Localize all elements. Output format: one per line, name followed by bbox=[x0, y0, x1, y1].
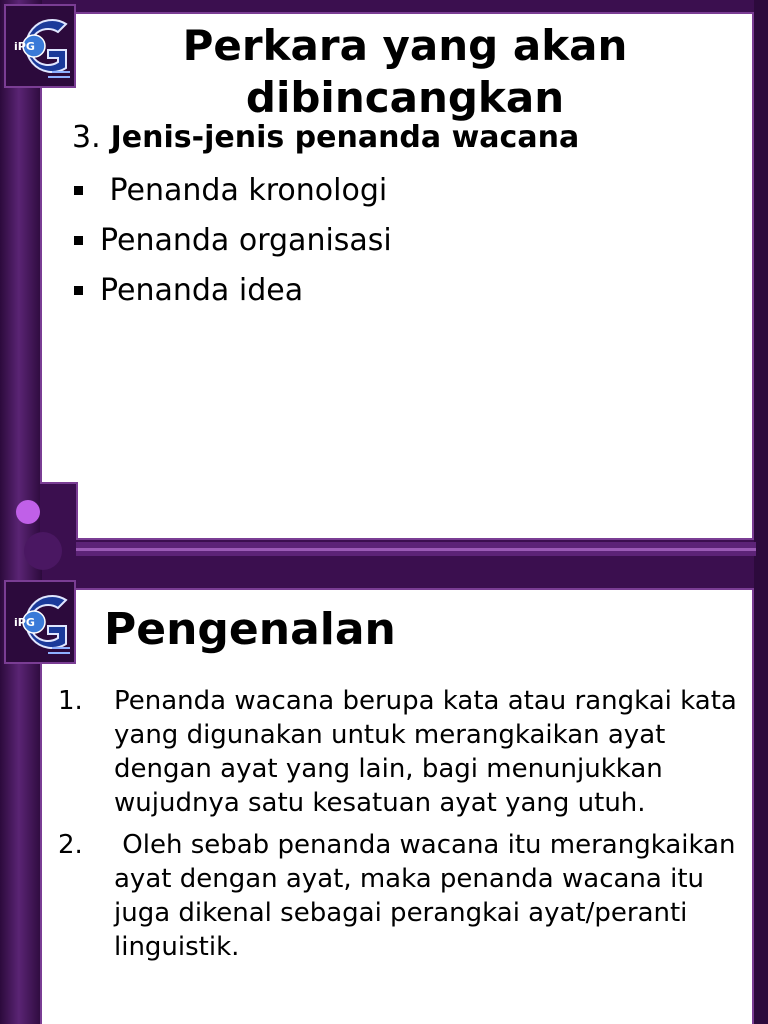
item-number: 1. bbox=[58, 686, 83, 716]
list-item bbox=[58, 684, 738, 820]
decorative-dot-large bbox=[24, 532, 62, 570]
bottom-bar-line bbox=[76, 548, 756, 551]
item-text: Oleh sebab penanda wacana itu merangkaikan ayat dengan ayat, maka penanda wacana itu juga dikenal sebagai perangkai ayat/peranti linguistik. bbox=[114, 830, 744, 962]
numbered-list bbox=[58, 684, 744, 972]
svg-text:iPG: iPG bbox=[14, 616, 35, 629]
list-item bbox=[58, 828, 744, 964]
square-bullet-icon bbox=[74, 236, 83, 245]
item-number: 2. bbox=[58, 830, 83, 860]
item-text: Penanda wacana berupa kata atau rangkai kata yang digunakan untuk merangkaikan ayat dengan ayat yang lain, bagi menunjukkan wujudnya satu kesatuan ayat yang utuh. bbox=[114, 686, 737, 818]
decorative-dot bbox=[16, 500, 40, 524]
section-number: 3. bbox=[72, 120, 101, 155]
bullet-item bbox=[72, 266, 392, 316]
slide-title: Pengenalan bbox=[104, 604, 396, 655]
logo-frame bbox=[4, 580, 76, 664]
logo-frame bbox=[4, 4, 76, 88]
bullet-item bbox=[72, 216, 392, 266]
bullet-text: Penanda idea bbox=[100, 273, 304, 308]
svg-text:iPG: iPG bbox=[14, 40, 35, 53]
slide-title: Perkara yang akan dibincangkan bbox=[182, 21, 628, 122]
square-bullet-icon bbox=[74, 186, 83, 195]
bullet-text: Penanda kronologi bbox=[100, 173, 388, 208]
bullet-list bbox=[72, 166, 392, 316]
bullet-text: Penanda organisasi bbox=[100, 223, 392, 258]
section-heading bbox=[72, 120, 579, 155]
section-heading-text: Jenis-jenis penanda wacana bbox=[110, 120, 580, 155]
ipg-logo-icon bbox=[8, 10, 72, 84]
right-stripe bbox=[754, 0, 768, 576]
ipg-logo-icon bbox=[8, 586, 72, 660]
slide-2 bbox=[0, 576, 768, 1024]
bullet-item bbox=[72, 166, 392, 216]
right-stripe bbox=[754, 576, 768, 1024]
square-bullet-icon bbox=[74, 286, 83, 295]
